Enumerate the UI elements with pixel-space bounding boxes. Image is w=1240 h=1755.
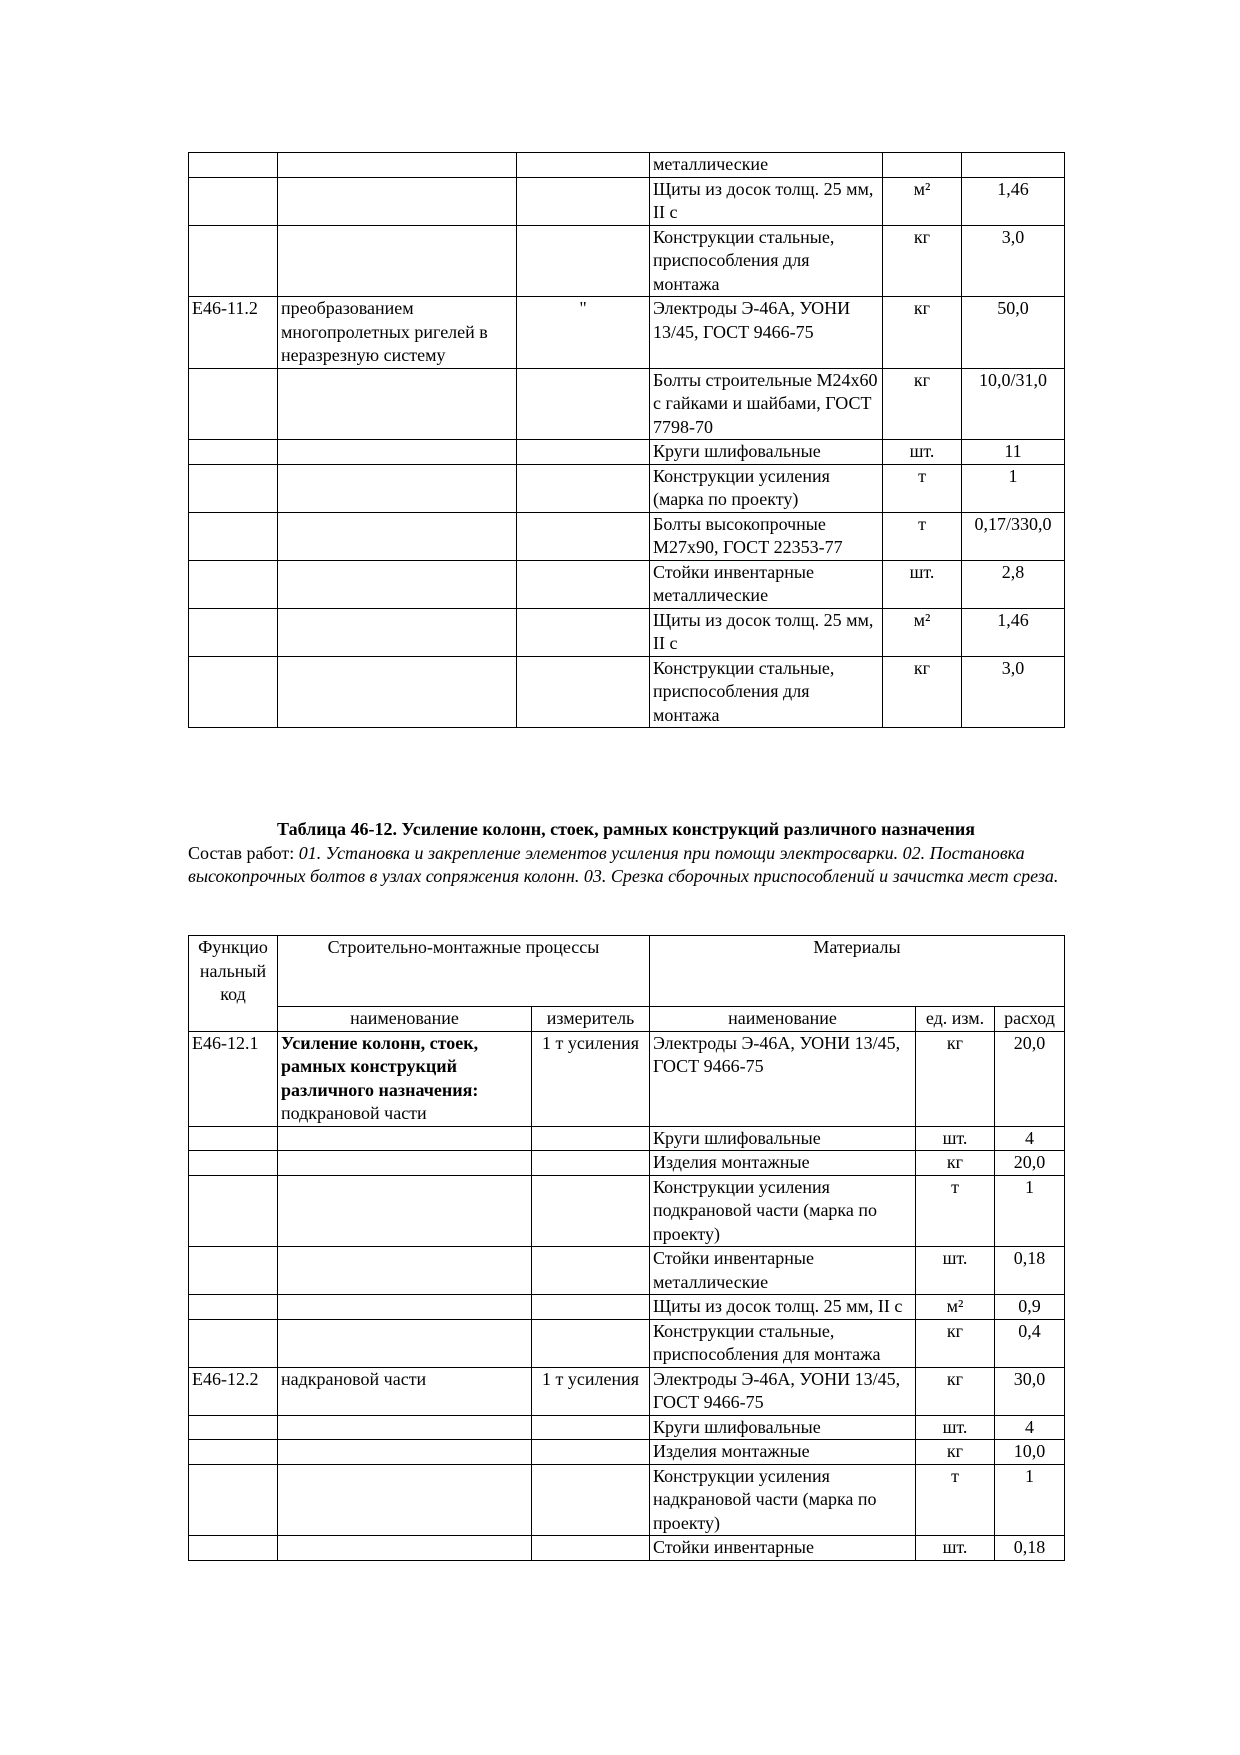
process-name-cell: [278, 1415, 532, 1440]
code-cell: [189, 1319, 278, 1367]
material-name-cell: Щиты из досок толщ. 25 мм, II с: [650, 608, 883, 656]
code-cell: [189, 560, 278, 608]
process-name-cell: преобразованием многопролетных ригелей в неразрезную систему: [278, 297, 517, 369]
materials-table-continued: [188, 152, 1065, 728]
quantity-cell: 0,17/330,0: [962, 512, 1065, 560]
code-cell: [189, 1175, 278, 1247]
process-name-cell: надкрановой части: [278, 1367, 532, 1415]
code-cell: Е46-12.2: [189, 1367, 278, 1415]
table-row: [189, 1464, 1065, 1536]
quantity-cell: 4: [995, 1415, 1065, 1440]
meter-cell: [517, 512, 650, 560]
process-name-cell: [278, 1031, 532, 1126]
meter-cell: [517, 225, 650, 297]
quantity-cell: 1: [962, 464, 1065, 512]
table-row: [189, 1536, 1065, 1561]
quantity-cell: 1,46: [962, 608, 1065, 656]
unit-cell: шт.: [916, 1536, 995, 1561]
code-cell: [189, 1415, 278, 1440]
material-name-cell: Конструкции усиления надкрановой части (марка по проекту): [650, 1464, 916, 1536]
table-46-12: [188, 935, 1065, 1561]
unit-cell: шт.: [883, 560, 962, 608]
table-row: [189, 225, 1065, 297]
process-name-cell: [278, 1151, 532, 1176]
meter-cell: [517, 608, 650, 656]
table-row: [189, 512, 1065, 560]
unit-cell: кг: [916, 1440, 995, 1465]
process-name-cell: [278, 177, 517, 225]
process-name-cell: [278, 1440, 532, 1465]
process-name-cell: [278, 1126, 532, 1151]
unit-cell: м²: [883, 177, 962, 225]
table-row: [189, 1031, 1065, 1126]
table-title: Таблица 46-12. Усиление колонн, стоек, рамных конструкций различного назначения: [277, 819, 975, 839]
material-name-cell: Щиты из досок толщ. 25 мм, II с: [650, 1295, 916, 1320]
unit-cell: кг: [883, 297, 962, 369]
quantity-cell: 20,0: [995, 1031, 1065, 1126]
material-name-cell: Стойки инвентарные металлические: [650, 1247, 916, 1295]
quantity-cell: 0,4: [995, 1319, 1065, 1367]
table-row: [189, 1151, 1065, 1176]
table-row: [189, 440, 1065, 465]
material-name-cell: Электроды Э-46А, УОНИ 13/45, ГОСТ 9466-75: [650, 297, 883, 369]
code-cell: Е46-12.1: [189, 1031, 278, 1126]
material-name-cell: Стойки инвентарные металлические: [650, 560, 883, 608]
table-46-12-caption: [188, 818, 1064, 889]
code-cell: [189, 1151, 278, 1176]
code-cell: [189, 464, 278, 512]
material-name-cell: Электроды Э-46А, УОНИ 13/45, ГОСТ 9466-75: [650, 1031, 916, 1126]
table-row: [189, 1319, 1065, 1367]
process-name-cell: [278, 1247, 532, 1295]
header-mat-qty: расход: [995, 1007, 1065, 1032]
meter-cell: [532, 1175, 650, 1247]
header-materials: Материалы: [650, 936, 1065, 1007]
meter-cell: ": [517, 297, 650, 369]
quantity-cell: 1,46: [962, 177, 1065, 225]
unit-cell: шт.: [883, 440, 962, 465]
quantity-cell: 2,8: [962, 560, 1065, 608]
process-group-title: Усиление колонн, стоек, рамных конструкций различного назначения:: [281, 1032, 479, 1100]
code-cell: [189, 368, 278, 440]
material-name-cell: металлические: [650, 153, 883, 178]
table-row: [189, 177, 1065, 225]
material-name-cell: Круги шлифовальные: [650, 440, 883, 465]
table-row: [189, 1367, 1065, 1415]
table-row: [189, 608, 1065, 656]
unit-cell: шт.: [916, 1126, 995, 1151]
table-row: [189, 297, 1065, 369]
process-name-cell: [278, 512, 517, 560]
quantity-cell: 20,0: [995, 1151, 1065, 1176]
process-name-cell: [278, 440, 517, 465]
material-name-cell: Щиты из досок толщ. 25 мм, II с: [650, 177, 883, 225]
table-row: [189, 1415, 1065, 1440]
code-cell: [189, 512, 278, 560]
header-proc-meter: измеритель: [532, 1007, 650, 1032]
material-name-cell: Болты высокопрочные М27х90, ГОСТ 22353-77: [650, 512, 883, 560]
code-cell: [189, 1126, 278, 1151]
process-name-cell: [278, 153, 517, 178]
process-name-cell: [278, 1295, 532, 1320]
meter-cell: [517, 368, 650, 440]
code-cell: [189, 1440, 278, 1465]
quantity-cell: 30,0: [995, 1367, 1065, 1415]
unit-cell: [883, 153, 962, 178]
unit-cell: кг: [883, 656, 962, 728]
unit-cell: т: [916, 1175, 995, 1247]
work-composition-text: 01. Установка и закрепление элементов усиления при помощи электросварки. 02. Постановка высокопрочных болтов в узлах сопряжения колонн. 03. Срезка сборочных приспособлений и зачистка мест среза.: [188, 842, 1059, 886]
unit-cell: кг: [916, 1367, 995, 1415]
code-cell: [189, 225, 278, 297]
table-row: [189, 1440, 1065, 1465]
meter-cell: [517, 440, 650, 465]
quantity-cell: 50,0: [962, 297, 1065, 369]
header-mat-name: наименование: [650, 1007, 916, 1032]
quantity-cell: 4: [995, 1126, 1065, 1151]
unit-cell: м²: [916, 1295, 995, 1320]
quantity-cell: 3,0: [962, 225, 1065, 297]
unit-cell: шт.: [916, 1415, 995, 1440]
process-name-cell: [278, 608, 517, 656]
process-name-cell: [278, 1319, 532, 1367]
unit-cell: кг: [916, 1031, 995, 1126]
code-cell: [189, 177, 278, 225]
material-name-cell: Конструкции стальные, приспособления для монтажа: [650, 225, 883, 297]
quantity-cell: [962, 153, 1065, 178]
material-name-cell: Круги шлифовальные: [650, 1415, 916, 1440]
table-row: [189, 1247, 1065, 1295]
process-name-cell: [278, 560, 517, 608]
material-name-cell: Круги шлифовальные: [650, 1126, 916, 1151]
work-composition-label: Состав работ:: [188, 842, 299, 863]
process-name-cell: [278, 656, 517, 728]
quantity-cell: 11: [962, 440, 1065, 465]
code-cell: [189, 656, 278, 728]
unit-cell: т: [883, 512, 962, 560]
material-name-cell: Конструкции усиления (марка по проекту): [650, 464, 883, 512]
unit-cell: кг: [916, 1151, 995, 1176]
material-name-cell: Болты строительные М24х60 с гайками и шайбами, ГОСТ 7798-70: [650, 368, 883, 440]
header-row-1: [189, 936, 1065, 1007]
table-row: [189, 464, 1065, 512]
unit-cell: т: [916, 1464, 995, 1536]
header-proc-name: наименование: [278, 1007, 532, 1032]
material-name-cell: Электроды Э-46А, УОНИ 13/45, ГОСТ 9466-75: [650, 1367, 916, 1415]
meter-cell: [532, 1536, 650, 1561]
work-composition: [188, 842, 1064, 889]
process-name-cell: [278, 225, 517, 297]
meter-cell: [532, 1464, 650, 1536]
table-row: [189, 656, 1065, 728]
table-row: [189, 1175, 1065, 1247]
table-row: [189, 560, 1065, 608]
table-row: [189, 368, 1065, 440]
header-processes: Строительно-монтажные процессы: [278, 936, 650, 1007]
code-cell: [189, 1295, 278, 1320]
meter-cell: [532, 1319, 650, 1367]
table-row: [189, 1295, 1065, 1320]
quantity-cell: 10,0: [995, 1440, 1065, 1465]
process-name: подкрановой части: [281, 1103, 427, 1123]
table-row: [189, 1126, 1065, 1151]
header-code: Функцио нальный код: [189, 936, 278, 1032]
quantity-cell: 1: [995, 1175, 1065, 1247]
meter-cell: [532, 1415, 650, 1440]
header-mat-unit: ед. изм.: [916, 1007, 995, 1032]
meter-cell: 1 т усиления: [532, 1367, 650, 1415]
meter-cell: [532, 1151, 650, 1176]
unit-cell: кг: [883, 225, 962, 297]
material-name-cell: Конструкции усиления подкрановой части (марка по проекту): [650, 1175, 916, 1247]
process-name-cell: [278, 368, 517, 440]
unit-cell: шт.: [916, 1247, 995, 1295]
process-name-cell: [278, 464, 517, 512]
unit-cell: кг: [883, 368, 962, 440]
material-name-cell: Конструкции стальные, приспособления для монтажа: [650, 1319, 916, 1367]
material-name-cell: Конструкции стальные, приспособления для монтажа: [650, 656, 883, 728]
quantity-cell: 3,0: [962, 656, 1065, 728]
material-name-cell: Изделия монтажные: [650, 1151, 916, 1176]
quantity-cell: 0,18: [995, 1536, 1065, 1561]
material-name-cell: Стойки инвентарные: [650, 1536, 916, 1561]
code-cell: [189, 153, 278, 178]
process-name-cell: [278, 1536, 532, 1561]
material-name-cell: Изделия монтажные: [650, 1440, 916, 1465]
code-cell: [189, 1247, 278, 1295]
meter-cell: [517, 464, 650, 512]
meter-cell: [532, 1247, 650, 1295]
unit-cell: м²: [883, 608, 962, 656]
meter-cell: [517, 560, 650, 608]
header-row-2: [189, 1007, 1065, 1032]
code-cell: [189, 440, 278, 465]
code-cell: Е46-11.2: [189, 297, 278, 369]
meter-cell: [517, 177, 650, 225]
meter-cell: [532, 1440, 650, 1465]
meter-cell: 1 т усиления: [532, 1031, 650, 1126]
code-cell: [189, 1464, 278, 1536]
unit-cell: кг: [916, 1319, 995, 1367]
code-cell: [189, 608, 278, 656]
meter-cell: [532, 1295, 650, 1320]
meter-cell: [517, 656, 650, 728]
process-name-cell: [278, 1175, 532, 1247]
meter-cell: [517, 153, 650, 178]
quantity-cell: 0,9: [995, 1295, 1065, 1320]
unit-cell: т: [883, 464, 962, 512]
process-name-cell: [278, 1464, 532, 1536]
meter-cell: [532, 1126, 650, 1151]
quantity-cell: 0,18: [995, 1247, 1065, 1295]
quantity-cell: 1: [995, 1464, 1065, 1536]
code-cell: [189, 1536, 278, 1561]
table-row: [189, 153, 1065, 178]
quantity-cell: 10,0/31,0: [962, 368, 1065, 440]
